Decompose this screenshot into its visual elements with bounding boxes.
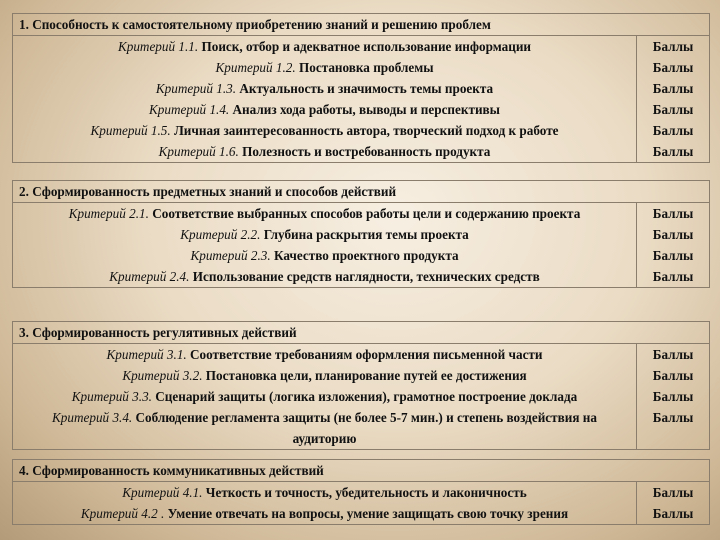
score-cell: Баллы	[637, 245, 710, 266]
criterion-label: Критерий 4.2 .	[80, 506, 165, 521]
criterion-text: Глубина раскрытия темы проекта	[263, 227, 469, 242]
criterion-cell	[13, 482, 637, 504]
criterion-row	[13, 407, 710, 450]
criterion-label: Критерий 3.1.	[106, 347, 187, 362]
section-title: 2. Сформированность предметных знаний и способов действий	[13, 181, 710, 203]
criterion-label: Критерий 2.2.	[180, 227, 261, 242]
criterion-text: Личная заинтересованность автора, творческий подход к работе	[173, 123, 559, 138]
criterion-label: Критерий 2.4.	[109, 269, 190, 284]
section-2-table	[12, 180, 710, 288]
criterion-text: Соблюдение регламента защиты (не более 5-7 мин.) и степень воздействия на аудиторию	[135, 410, 597, 446]
score-cell: Баллы	[637, 203, 710, 225]
section-title: 4. Сформированность коммуникативных действий	[13, 460, 710, 482]
criterion-label: Критерий 1.3.	[155, 81, 237, 96]
criterion-text: Четкость и точность, убедительность и лаконичность	[205, 485, 527, 500]
score-cell: Баллы	[637, 482, 710, 504]
criterion-row	[13, 482, 710, 504]
criterion-label: Критерий 1.2.	[215, 60, 296, 75]
criterion-row	[13, 141, 710, 163]
score-cell: Баллы	[637, 407, 710, 450]
criterion-text: Постановка цели, планирование путей ее достижения	[205, 368, 527, 383]
score-cell: Баллы	[637, 99, 710, 120]
score-cell: Баллы	[637, 266, 710, 288]
criterion-label: Критерий 2.3.	[190, 248, 271, 263]
criterion-cell	[13, 344, 637, 366]
criterion-text: Актуальность и значимость темы проекта	[239, 81, 494, 96]
criterion-cell	[13, 365, 637, 386]
criterion-label: Критерий 2.1.	[68, 206, 149, 221]
criterion-row	[13, 344, 710, 366]
criterion-text: Анализ хода работы, выводы и перспективы	[232, 102, 500, 117]
criterion-label: Критерий 3.2.	[122, 368, 203, 383]
criterion-row	[13, 224, 710, 245]
criterion-row	[13, 99, 710, 120]
criterion-text: Качество проектного продукта	[273, 248, 459, 263]
score-cell: Баллы	[637, 36, 710, 58]
criterion-cell	[13, 266, 637, 288]
criterion-label: Критерий 1.6.	[158, 144, 239, 159]
criterion-cell	[13, 57, 637, 78]
criterion-label: Критерий 1.1.	[117, 39, 199, 54]
criterion-text: Сценарий защиты (логика изложения), грамотное построение доклада	[155, 389, 578, 404]
criterion-row	[13, 503, 710, 525]
criterion-cell	[13, 36, 637, 58]
score-cell: Баллы	[637, 78, 710, 99]
criterion-row	[13, 203, 710, 225]
criterion-row	[13, 120, 710, 141]
section-4-table	[12, 459, 710, 525]
criterion-label: Критерий 3.4.	[52, 410, 133, 425]
score-cell: Баллы	[637, 57, 710, 78]
criterion-text: Постановка проблемы	[298, 60, 434, 75]
section-header-row	[13, 322, 710, 344]
criterion-cell	[13, 503, 637, 525]
criterion-label: Критерий 4.1.	[122, 485, 203, 500]
criterion-cell	[13, 203, 637, 225]
criterion-label: Критерий 1.5.	[90, 123, 171, 138]
score-cell: Баллы	[637, 365, 710, 386]
score-cell: Баллы	[637, 386, 710, 407]
criterion-label: Критерий 3.3.	[71, 389, 152, 404]
criterion-cell	[13, 245, 637, 266]
criterion-row	[13, 266, 710, 288]
criterion-cell	[13, 224, 637, 245]
score-cell: Баллы	[637, 120, 710, 141]
criterion-row	[13, 365, 710, 386]
criterion-cell	[13, 120, 637, 141]
score-cell: Баллы	[637, 141, 710, 163]
score-cell: Баллы	[637, 224, 710, 245]
criterion-row	[13, 245, 710, 266]
criterion-text: Соответствие требованиям оформления письменной части	[190, 347, 543, 362]
section-header-row	[13, 460, 710, 482]
criterion-text: Полезность и востребованность продукта	[242, 144, 491, 159]
section-title: 3. Сформированность регулятивных действий	[13, 322, 710, 344]
criterion-label: Критерий 1.4.	[149, 102, 230, 117]
section-header-row	[13, 14, 710, 36]
criterion-cell	[13, 78, 637, 99]
criterion-text: Использование средств наглядности, технических средств	[192, 269, 540, 284]
section-title: 1. Способность к самостоятельному приобретению знаний и решению проблем	[13, 14, 710, 36]
criterion-row	[13, 36, 710, 58]
score-cell: Баллы	[637, 503, 710, 525]
criterion-row	[13, 386, 710, 407]
section-header-row	[13, 181, 710, 203]
section-1-table	[12, 13, 710, 163]
criterion-text: Умение отвечать на вопросы, умение защищать свою точку зрения	[167, 506, 569, 521]
criterion-row	[13, 78, 710, 99]
criterion-text: Поиск, отбор и адекватное использование информации	[201, 39, 532, 54]
score-cell: Баллы	[637, 344, 710, 366]
criterion-cell	[13, 386, 637, 407]
criterion-cell	[13, 407, 637, 450]
criterion-text: Соответствие выбранных способов работы цели и содержанию проекта	[152, 206, 581, 221]
section-3-table	[12, 321, 710, 450]
criterion-cell	[13, 99, 637, 120]
criterion-cell	[13, 141, 637, 163]
criterion-row	[13, 57, 710, 78]
